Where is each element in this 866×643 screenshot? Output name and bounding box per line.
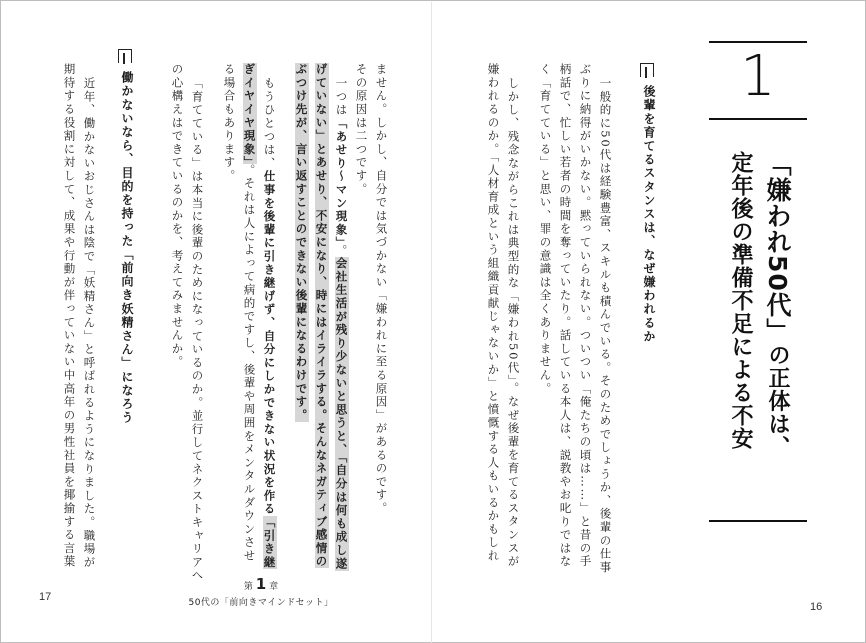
left-body2-line-1: 近年、働かないおじさんは陰で「妖精さん」と呼ばれるようになりました。職場が [82,77,97,570]
title-mid-rule [709,118,807,120]
left-body-line-3 [334,77,349,571]
left-body2-line-2: 期待する役割に対して、成果や行動が伴っていない中高年の男性社員を揶揄する言葉 [62,63,77,569]
left-body-line-6 [262,77,277,570]
section-heading-2: 働かないなら、目的を持った「前向き妖精さん」になろう [120,71,134,425]
left-body-line-7 [242,63,257,563]
title-top-rule [709,41,807,43]
heading-marker-icon-2 [118,49,132,63]
gutter-divider [431,2,432,643]
right-body-line-3: 柄話で、忙しい若者の時間を奪っていたり。話している本人は、説教やお叱りではな [558,63,573,569]
left-body-line-8: る場合もあります。 [222,63,237,183]
chapter-title-rest: の正体は、 [765,343,790,459]
footer-chapter-prefix: 第 [243,582,253,592]
line3-pre: 一つは [334,77,349,117]
left-body-line-4 [314,63,329,569]
page-number-left: 17 [39,591,52,603]
right-body-line-2: ぶりに納得がいかない。黙っていられない。ついつい「俺たちの頃は……」と昔の手 [578,63,593,569]
left-body-line-9: 「育てている」は本当に後輩のためになっているのか。並行してネクストキャリアへ [190,77,205,583]
footer-chapter-number: 1 [255,575,267,593]
footer-chapter-title: 50代の「前向きマインドセット」 [188,598,334,608]
highlight-line5: ぶつけ先が、言い返すことのできない後輩になるわけです。 [294,63,309,423]
footer-chapter-suffix: 章 [269,582,279,592]
right-body-line-4: く「育てている」と思い、罪の意識は全くありません。 [538,63,553,396]
page-number-right: 16 [810,601,823,613]
section-heading-1: 後輩を育てるスタンスは、なぜ嫌われるか [642,85,656,344]
right-body-line-1: 一般的に50代は経験豊富、スキルも積んでいる。そのためでしょうか、後輩の仕事 [598,77,613,575]
highlight-line4: げていない」とあせり、不安になり、時にはイライラする。そんなネガティブ感情の [314,63,329,569]
bold-line6: 仕事を後輩に引き継げず、自分にしかできない状況を作る [262,170,277,516]
footer-chapter-label [201,575,321,593]
right-body-line-5: しかし、残念ながらこれは典型的な「嫌われ50代」。なぜ後輩を育てるスタンスが [506,77,521,569]
line6-pre: もうひとつは、 [262,77,277,171]
left-body-line-10: の心構えはできているのかを、考えてみませんか。 [170,63,185,369]
chapter-number: 1 [740,44,776,109]
chapter-title-line1 [765,151,790,459]
term-hikitsugi: ぎイヤイヤ現象」 [242,63,257,164]
term-asari-man: 「あせり～マン現象」 [334,116,349,245]
chapter-title-emphasis: 「嫌われ50代」 [763,151,792,344]
left-body-line-5 [295,63,307,533]
left-body-line-1: ません。しかし、自分では気づかない「嫌われに至る原因」があるのです。 [374,63,389,516]
line3-mid: 。 [334,244,349,258]
line7-post: 。それは人によって病的ですし、後輩や周囲をメンタルダウンさせ [242,163,257,563]
highlight-line6: 「引き継 [262,515,277,570]
title-bottom-rule [709,520,807,522]
right-body-line-6: 嫌われるのか。「人材育成という組織貢献じゃないか」と憤慨する人もいるかもしれ [486,63,501,563]
heading-marker-icon [640,63,654,77]
chapter-title-line2: 定年後の準備不足による不安 [728,151,753,450]
left-body-line-2: その原因は二つです。 [354,63,369,196]
highlight-line3: 会社生活が残り少ないと思うと、「自分は何も成し遂 [334,257,349,571]
